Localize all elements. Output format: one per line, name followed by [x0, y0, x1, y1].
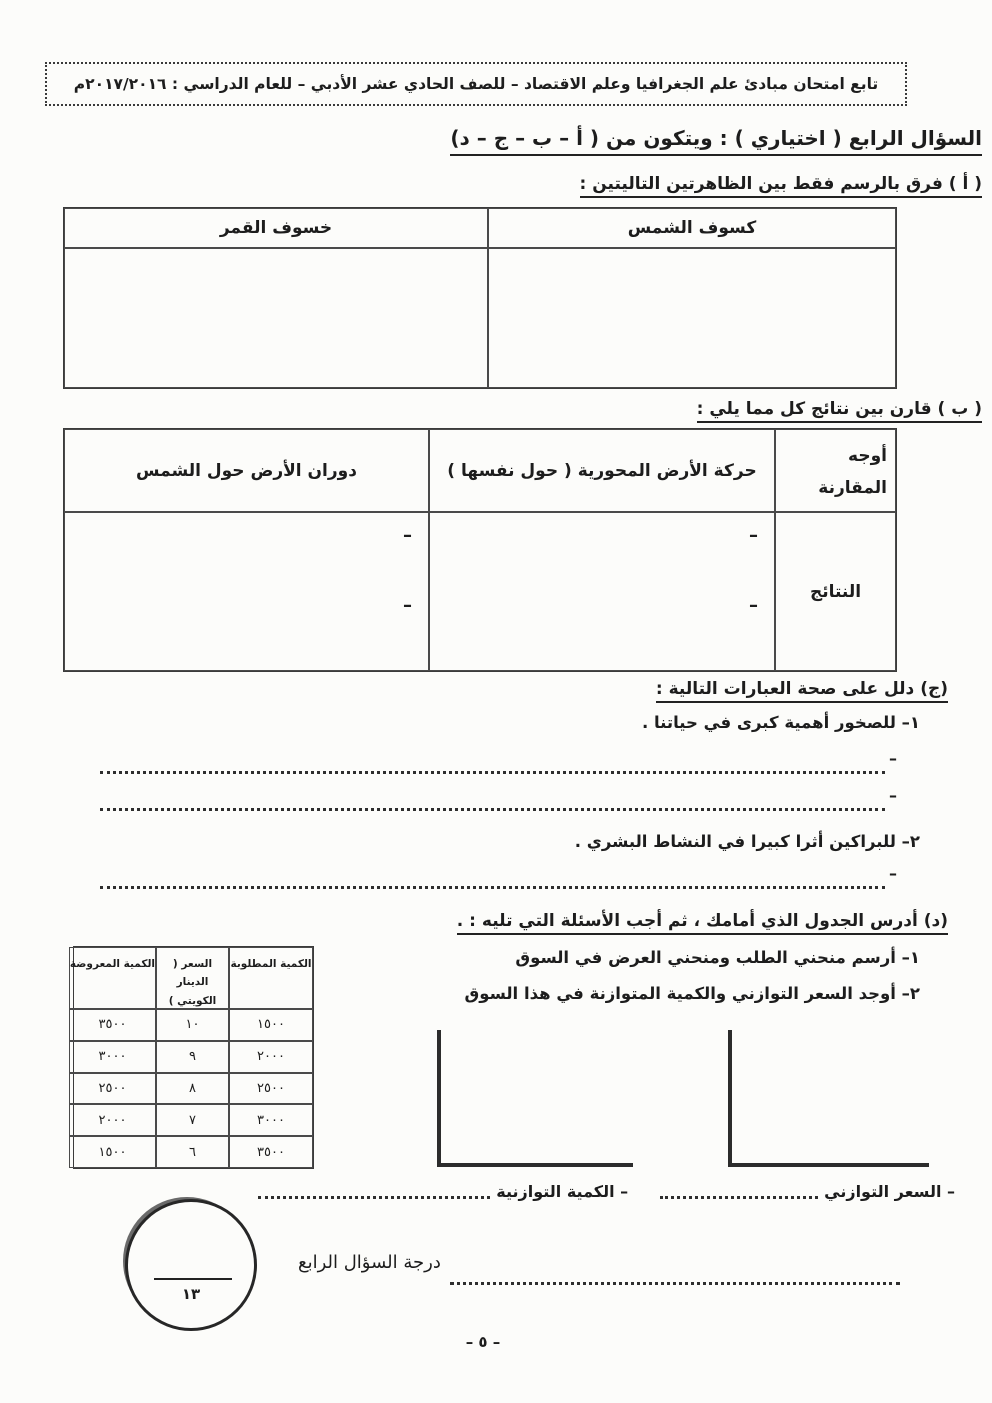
equilibrium-price-label: – السعر التوازني — [824, 1182, 955, 1201]
cell-price: ٩ — [156, 1041, 229, 1073]
part-d-heading: (د) أدرس الجدول الذي أمامك ، ثم أجب الأسئلة التي تليه : . — [457, 911, 948, 935]
market-data-table — [69, 946, 314, 1169]
exam-header-box — [45, 62, 907, 106]
part-b-heading: ( ب ) قارن بين نتائج كل مما يلي : — [697, 399, 982, 423]
part-c-heading: (ج) دلل على صحة العبارات التالية : — [656, 679, 948, 703]
table-header-solar-eclipse: كسوف الشمس — [488, 208, 896, 248]
answer-blank-line — [100, 749, 897, 774]
cell-demand: ٣٠٠٠ — [229, 1104, 313, 1136]
answer-dash: – — [889, 749, 897, 768]
cell-supply: ٢٠٠٠ — [69, 1104, 156, 1136]
drawing-axes-right — [728, 1030, 929, 1167]
table-header-quantity-demanded: الكمية المطلوبة — [229, 947, 313, 1009]
table-header-lunar-eclipse: خسوف القمر — [64, 208, 488, 248]
cell-demand: ٢٥٠٠ — [229, 1073, 313, 1105]
comparison-aspects-line1: أوجه — [848, 446, 887, 466]
orbital-results-answer-cell — [64, 512, 429, 671]
row-label-results: النتائج — [775, 512, 896, 671]
answer-dash: – — [749, 595, 758, 616]
table-header-axial-rotation: حركة الأرض المحورية ( حول نفسها ) — [429, 429, 775, 512]
comparison-aspects-line2: المقارنة — [818, 478, 887, 499]
table-header-quantity-supplied: الكمية المعروضة — [69, 947, 156, 1009]
dotted-blank — [100, 753, 885, 774]
cell-demand: ٣٥٠٠ — [229, 1136, 313, 1168]
answer-dash: – — [889, 864, 897, 883]
part-c-item-1: ١– للصخور أهمية كبرى في حياتنا . — [641, 713, 920, 732]
dotted-blank — [660, 1180, 818, 1199]
cell-price: ١٠ — [156, 1009, 229, 1041]
answer-dash: – — [403, 525, 412, 546]
dotted-blank — [100, 790, 885, 811]
answer-blank-line — [100, 864, 897, 889]
exam-header-text: تابع امتحان مبادئ علم الجغرافيا وعلم الاقتصاد – للصف الحادي عشر الأدبي – للعام الدراسي : ٢٠١٧/٢٠١٦م — [73, 75, 879, 93]
dotted-blank — [100, 868, 885, 889]
marks-value: ١٣ — [181, 1285, 201, 1303]
question-title: السؤال الرابع ( اختياري ) : ويتكون من ( أ – ب – ج – د) — [450, 126, 982, 156]
dotted-blank — [450, 1262, 900, 1285]
cell-price: ٧ — [156, 1104, 229, 1136]
answer-dash: – — [749, 525, 758, 546]
cell-price: ٨ — [156, 1073, 229, 1105]
axial-results-answer-cell — [429, 512, 775, 671]
marks-circle — [125, 1199, 257, 1331]
cell-supply: ١٥٠٠ — [69, 1136, 156, 1168]
table-header-price-kwd: السعر ( الدينار الكويتي ) — [156, 947, 229, 1009]
part-d-item-2: ٢– أوجد السعر التوازني والكمية المتوازنة في هذا السوق — [464, 984, 920, 1003]
cell-supply: ٣٠٠٠ — [69, 1041, 156, 1073]
page-number: – ٥ – — [465, 1333, 501, 1351]
cell-supply: ٢٥٠٠ — [69, 1073, 156, 1105]
dotted-blank — [258, 1180, 490, 1199]
part-c-item-2: ٢– للبراكين أثرا كبيرا في النشاط البشري . — [574, 832, 920, 851]
answer-blank-line — [100, 786, 897, 811]
answer-dash: – — [889, 786, 897, 805]
equilibrium-quantity-label: – الكمية التوازنية — [496, 1182, 629, 1201]
part-a-heading: ( أ ) فرق بالرسم فقط بين الظاهرتين التاليتين : — [580, 174, 982, 198]
cell-demand: ١٥٠٠ — [229, 1009, 313, 1041]
answer-dash: – — [403, 595, 412, 616]
drawing-axes-left — [437, 1030, 633, 1167]
lunar-eclipse-answer-cell — [64, 248, 488, 388]
cell-demand: ٢٠٠٠ — [229, 1041, 313, 1073]
score-label: درجة السؤال الرابع — [298, 1252, 441, 1273]
table-header-orbital-revolution: دوران الأرض حول الشمس — [64, 429, 429, 512]
cell-price: ٦ — [156, 1136, 229, 1168]
eclipse-comparison-table — [63, 207, 897, 389]
earth-movement-comparison-table — [63, 428, 897, 672]
part-d-item-1: ١– أرسم منحني الطلب ومنحني العرض في السوق — [515, 948, 920, 967]
marks-divider-line — [154, 1278, 232, 1280]
table-header-comparison-aspects — [775, 429, 896, 512]
solar-eclipse-answer-cell — [488, 248, 896, 388]
equilibrium-answers-row — [252, 1180, 955, 1199]
cell-supply: ٣٥٠٠ — [69, 1009, 156, 1041]
